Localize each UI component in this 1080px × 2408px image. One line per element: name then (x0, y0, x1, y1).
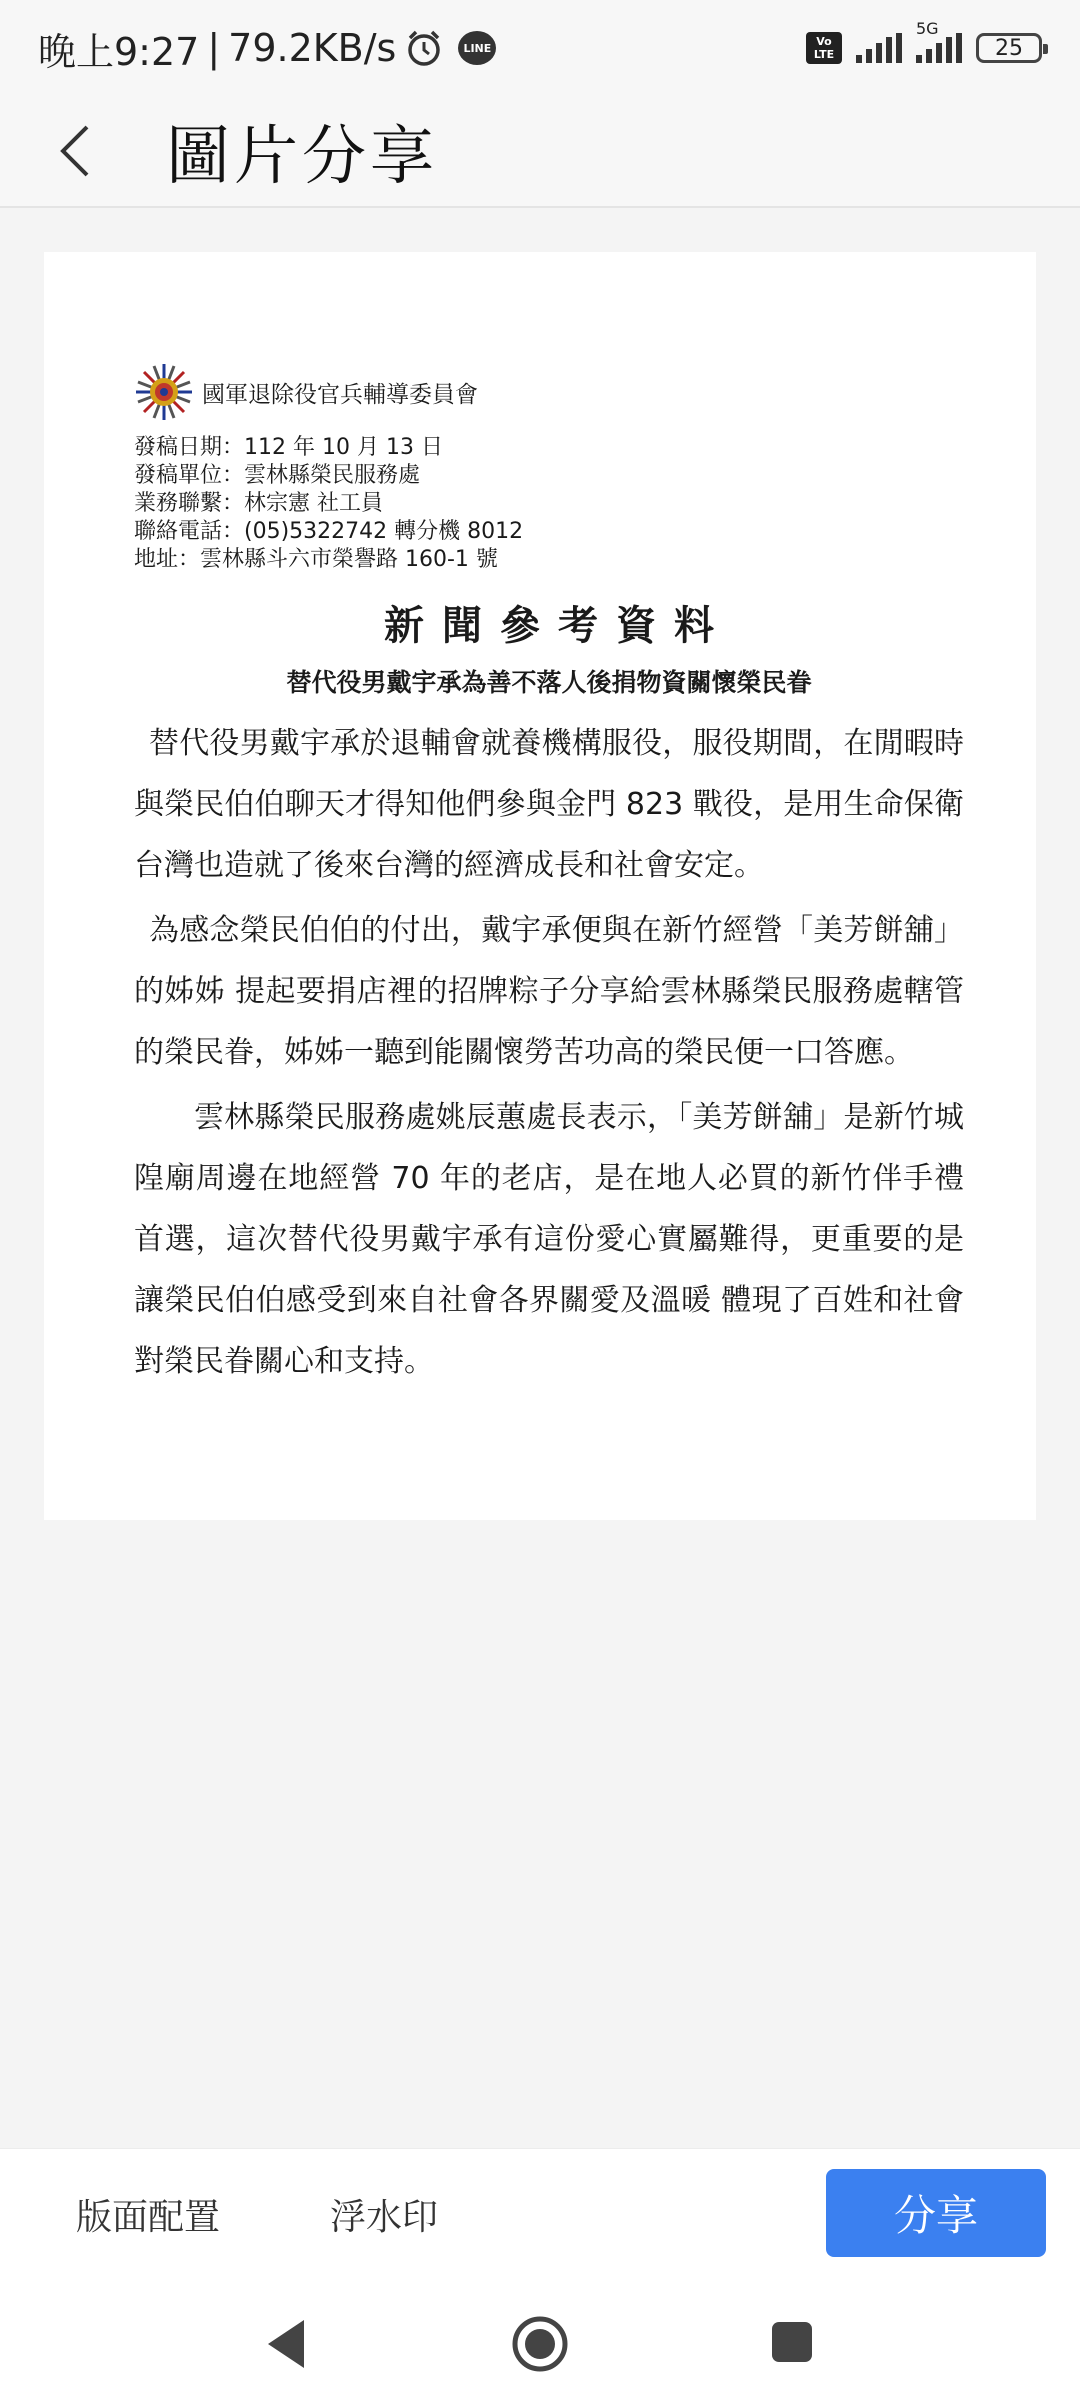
release-contact: 業務聯繫：林宗憲 社工員 (134, 491, 383, 516)
shared-image-preview (44, 252, 1036, 1520)
battery-level: 25 (995, 35, 1023, 61)
press-release-document (134, 362, 964, 1392)
chevron-left-icon (55, 121, 95, 181)
release-metadata (134, 434, 964, 574)
signal-strength-icon (856, 33, 902, 63)
signal-5g-icon (916, 19, 962, 63)
watermark-button[interactable]: 浮水印 (330, 2189, 438, 2240)
nav-back-icon[interactable] (262, 2316, 312, 2372)
document-paragraph: 為感念榮民伯伯的付出，戴宇承便與在新竹經營「美芳餅舖」的姊姊 提起要捐店裡的招牌粽子分享給雲林縣榮民服務處轄管的榮民眷，姊姊一聽到能關懷勞苦功高的榮民便一口答應。 (134, 913, 964, 1070)
document-subheading: 替代役男戴宇承為善不落人後捐物資關懷榮民眷 (286, 668, 812, 697)
release-date: 發稿日期：112 年 10 月 13 日 (134, 435, 443, 460)
volte-icon: Vo LTE (806, 32, 842, 64)
document-heading: 新聞參考資料 (384, 603, 732, 649)
document-paragraph: 雲林縣榮民服務處姚辰蕙處長表示，「美芳餅舖」是新竹城隍廟周邊在地經營 70 年的老店，是在地人必買的新竹伴手禮首選，這次替代役男戴宇承有這份愛心實屬難得，更重要的是讓榮民伯伯感受到來自社會各界關愛及溫暖 體現了百姓和社會對榮民眷關心和支持。 (134, 1100, 964, 1379)
release-address: 地址：雲林縣斗六市榮譽路 160-1 號 (134, 547, 498, 572)
status-net-speed: 79.2KB/s (228, 26, 397, 70)
release-unit: 發稿單位：雲林縣榮民服務處 (134, 463, 421, 488)
nav-home-icon[interactable] (510, 2314, 570, 2374)
line-app-icon: LINE (458, 31, 496, 65)
layout-button[interactable]: 版面配置 (76, 2189, 220, 2240)
document-paragraph: 替代役男戴宇承於退輔會就養機構服役，服役期間，在閒暇時與榮民伯伯聊天才得知他們參與金門 823 戰役，是用生命保衛台灣也造就了後來台灣的經濟成長和社會安定。 (134, 726, 964, 883)
page-title: 圖片分享 (166, 120, 438, 194)
system-navigation-bar (0, 2280, 1080, 2408)
app-header (0, 96, 1080, 208)
bottom-toolbar (0, 2148, 1080, 2280)
status-bar (0, 0, 1080, 96)
network-type-label: 5G (916, 19, 939, 38)
organization-name: 國軍退除役官兵輔導委員會 (202, 381, 478, 408)
status-separator: | (207, 26, 221, 70)
battery-icon (976, 33, 1042, 63)
veterans-affairs-emblem-icon (134, 362, 194, 422)
release-phone: 聯絡電話：(05)5322742 轉分機 8012 (134, 519, 524, 544)
back-button[interactable] (20, 95, 130, 207)
share-button[interactable]: 分享 (826, 2169, 1046, 2257)
nav-recent-apps-icon[interactable] (770, 2320, 814, 2364)
alarm-clock-icon (404, 28, 444, 68)
status-time: 晚上9:27 (38, 29, 200, 74)
organization-header (134, 362, 964, 422)
